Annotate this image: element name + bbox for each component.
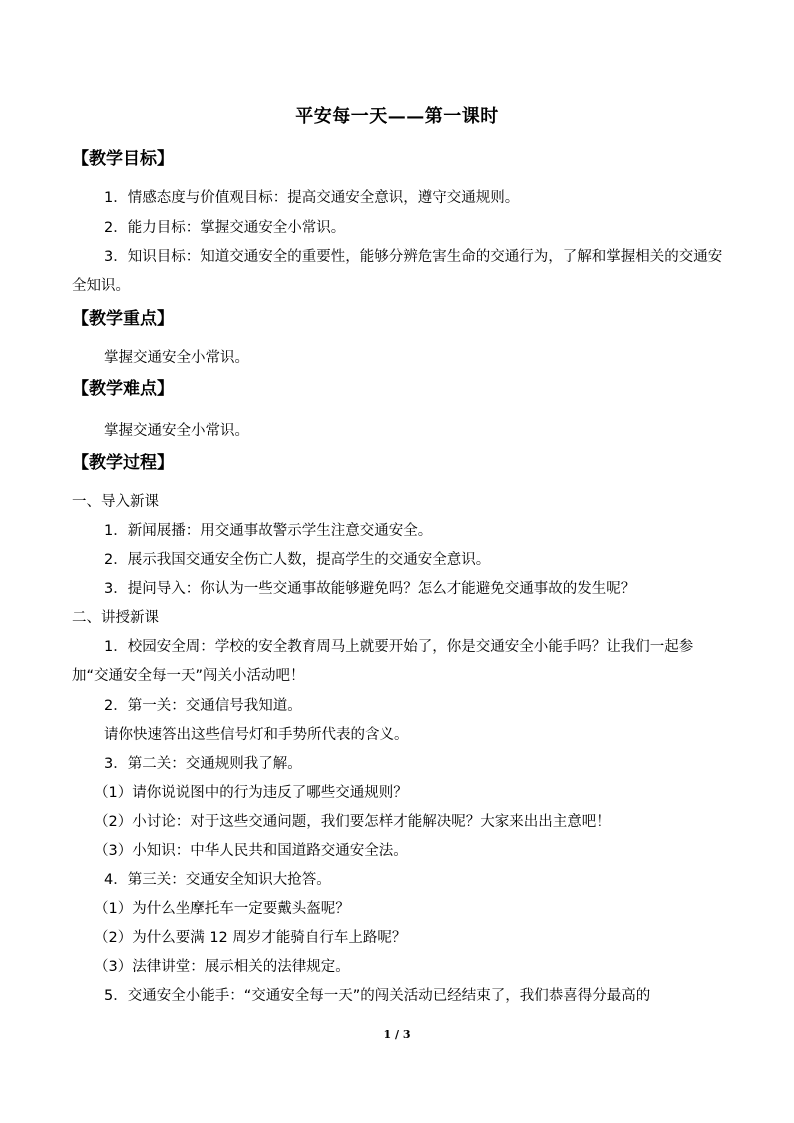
difficulties-heading: 【教学难点】 — [72, 379, 174, 399]
process-part2-title: 二、讲授新课 — [72, 610, 159, 626]
process-part2-subitem: （2）小讨论：对于这些交通问题，我们要怎样才能解决呢？大家来出出主意吧！ — [94, 814, 611, 830]
difficulties-text: 掌握交通安全小常识。 — [104, 423, 249, 439]
process-part2-item: 5．交通安全小能手：“交通安全每一天”的闯关活动已经结束了，我们恭喜得分最高的 — [104, 988, 651, 1004]
process-part2-subitem: （2）为什么要满 12 周岁才能骑自行车上路呢？ — [94, 930, 407, 946]
process-heading: 【教学过程】 — [72, 453, 174, 473]
keypoints-heading: 【教学重点】 — [72, 309, 174, 329]
keypoints-text: 掌握交通安全小常识。 — [104, 350, 249, 366]
objective-item: 3．知识目标：知道交通安全的重要性，能够分辨危害生命的交通行为，了解和掌握相关的交通安全知识。 — [72, 249, 723, 294]
process-part1-item: 2．展示我国交通安全伤亡人数，提高学生的交通安全意识。 — [104, 552, 491, 568]
process-part1-item: 3．提问导入：你认为一些交通事故能够避免吗？怎么才能避免交通事故的发生呢？ — [104, 581, 636, 597]
process-part2-subitem: （1）请你说说图中的行为违反了哪些交通规则？ — [94, 785, 408, 801]
process-part2-item: 4．第三关：交通安全知识大抢答。 — [104, 872, 331, 888]
process-part2-subitem: （3）小知识：中华人民共和国道路交通安全法。 — [94, 843, 408, 859]
process-part2-subitem: （3）法律讲堂：展示相关的法律规定。 — [94, 959, 350, 975]
page-number: 1 / 3 — [383, 1028, 411, 1041]
process-part1-item: 1．新闻展播：用交通事故警示学生注意交通安全。 — [104, 523, 433, 539]
process-part2-item: 3．第二关：交通规则我了解。 — [104, 756, 302, 772]
process-part2-item: 2．第一关：交通信号我知道。 — [104, 698, 302, 714]
process-part1-title: 一、导入新课 — [72, 494, 159, 510]
objective-item: 2．能力目标：掌握交通安全小常识。 — [104, 220, 346, 236]
process-part2-subitem: （1）为什么坐摩托车一定要戴头盔呢？ — [94, 901, 350, 917]
objectives-heading: 【教学目标】 — [72, 149, 174, 169]
document-title: 平安每一天——第一课时 — [295, 106, 499, 127]
process-part2-subtext: 请你快速答出这些信号灯和手势所代表的含义。 — [104, 727, 409, 743]
objective-item: 1．情感态度与价值观目标：提高交通安全意识，遵守交通规则。 — [104, 190, 520, 206]
process-part2-item: 1．校园安全周：学校的安全教育周马上就要开始了，你是交通安全小能手吗？让我们一起参加“交通安全每一天”闯关小活动吧！ — [72, 639, 694, 684]
